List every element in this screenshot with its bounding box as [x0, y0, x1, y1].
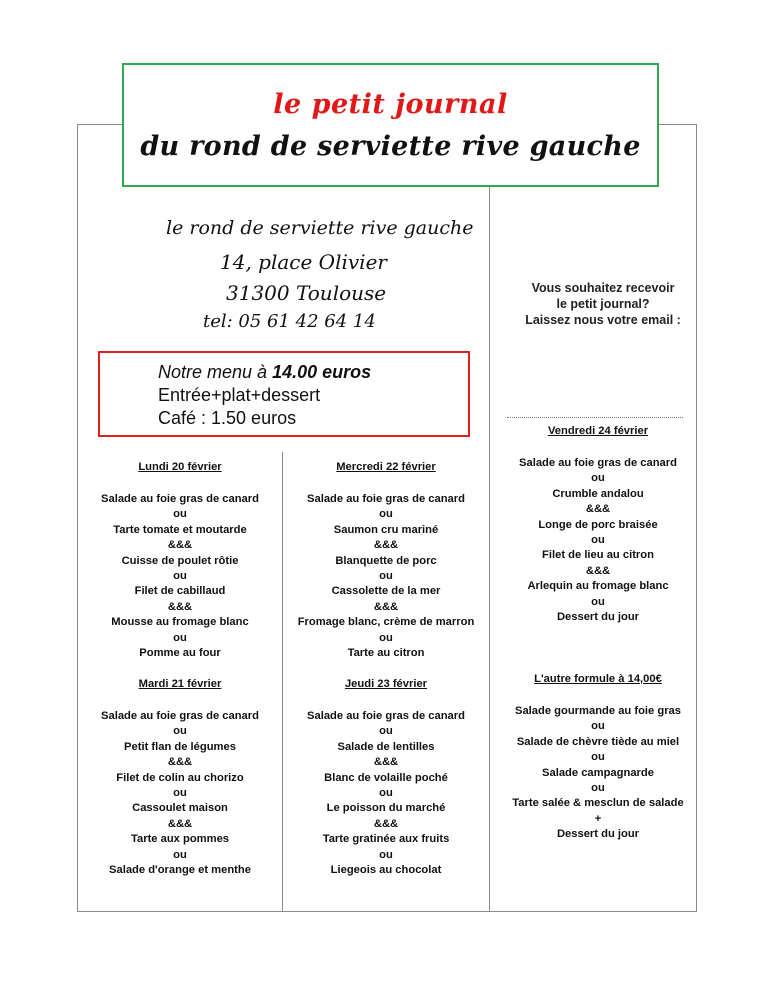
dish-item: ou — [591, 595, 605, 608]
dish-item: ou — [591, 751, 605, 764]
day-heading: Mardi 21 février — [138, 678, 222, 690]
dish-item: Tarte au citron — [347, 647, 425, 660]
dish-item: Pomme au four — [139, 647, 221, 660]
dish-item: ou — [173, 848, 187, 861]
newspaper-title-box — [122, 63, 659, 187]
dish-item: &&& — [373, 756, 399, 769]
dish-item: ou — [173, 725, 187, 738]
dish-item: ou — [379, 631, 393, 644]
dish-item: Petit flan de légumes — [124, 740, 236, 753]
restaurant-street: 14, place Olivier — [220, 250, 387, 274]
dish-item: Dessert du jour — [556, 611, 640, 624]
dish-item: ou — [591, 782, 605, 795]
dish-item: Cassolette de la mer — [331, 585, 441, 598]
dish-item: Le poisson du marché — [326, 802, 446, 815]
day-menu-mardi — [80, 677, 280, 878]
dish-item: + — [594, 812, 602, 825]
dish-list — [80, 709, 280, 878]
dish-list — [284, 492, 488, 661]
day-menu-formule — [491, 672, 705, 843]
dish-item: &&& — [167, 600, 193, 613]
dish-item: Dessert du jour — [556, 828, 640, 841]
dish-item: Filet de cabillaud — [134, 585, 226, 598]
newsletter-prompt — [503, 280, 703, 328]
dish-item: &&& — [167, 756, 193, 769]
dish-item: Liegeois au chocolat — [330, 864, 442, 877]
dish-item: ou — [173, 570, 187, 583]
day-heading: Lundi 20 février — [138, 461, 222, 473]
newsletter-line-2: le petit journal? — [556, 297, 650, 311]
newsletter-line-1: Vous souhaitez recevoir — [531, 281, 675, 295]
dish-item: Tarte salée & mesclun de salade — [512, 797, 684, 810]
dish-item: Filet de lieu au citron — [542, 549, 654, 562]
dish-item: &&& — [373, 600, 399, 613]
menu-price-prefix: Notre menu à — [158, 362, 273, 382]
dish-item: Salade campagnarde — [542, 766, 654, 779]
day-heading: L'autre formule à 14,00€ — [534, 673, 662, 685]
dish-item: Salade de lentilles — [337, 740, 435, 753]
email-entry-line — [507, 417, 683, 418]
dish-item: &&& — [167, 817, 193, 830]
dish-item: ou — [591, 720, 605, 733]
dish-item: &&& — [585, 503, 611, 516]
menu-price-box — [98, 351, 470, 437]
column-divider-left — [282, 452, 283, 912]
dish-item: ou — [173, 787, 187, 800]
restaurant-name: le rond de serviette rive gauche — [166, 217, 474, 239]
dish-list — [491, 704, 705, 843]
restaurant-city: 31300 Toulouse — [226, 281, 387, 305]
menu-price-line — [158, 362, 371, 383]
menu-formula: Entrée+plat+dessert — [158, 385, 321, 405]
menu-price: 14.00 euros — [272, 362, 372, 382]
dish-item: ou — [379, 787, 393, 800]
dish-item: ou — [173, 631, 187, 644]
day-menu-vendredi — [491, 424, 705, 625]
dish-item: ou — [379, 570, 393, 583]
dish-item: Fromage blanc, crème de marron — [297, 616, 475, 629]
day-menu-mercredi — [284, 460, 488, 661]
dish-item: ou — [379, 508, 393, 521]
day-heading: Vendredi 24 février — [547, 425, 649, 437]
dish-item: Cuisse de poulet rôtie — [121, 554, 239, 567]
dish-item: Filet de colin au chorizo — [116, 771, 244, 784]
newspaper-subtitle: du rond de serviette rive gauche — [140, 131, 641, 162]
dish-item: Salade de chèvre tiède au miel — [516, 735, 680, 748]
newsletter-line-3: Laissez nous votre email : — [525, 313, 681, 327]
dish-item: Tarte gratinée aux fruits — [322, 833, 450, 846]
dish-item: &&& — [167, 539, 193, 552]
newspaper-title: le petit journal — [273, 89, 508, 120]
dish-item: Cassoulet maison — [132, 802, 228, 815]
day-menu-lundi — [80, 460, 280, 661]
day-heading: Jeudi 23 février — [344, 678, 428, 690]
dish-item: Salade au foie gras de canard — [519, 457, 677, 469]
dish-item: Salade au foie gras de canard — [101, 710, 259, 722]
menu-coffee-price: Café : 1.50 euros — [158, 408, 297, 428]
dish-item: Tarte aux pommes — [130, 833, 230, 846]
dish-list — [80, 492, 280, 661]
dish-item: Salade d'orange et menthe — [109, 864, 251, 877]
restaurant-phone: tel: 05 61 42 64 14 — [203, 311, 376, 332]
dish-item: ou — [591, 534, 605, 547]
dish-item: Salade au foie gras de canard — [307, 710, 465, 722]
dish-item: Blanc de volaille poché — [324, 771, 448, 784]
dish-item: &&& — [373, 817, 399, 830]
dish-item: Blanquette de porc — [335, 554, 437, 567]
dish-item: ou — [379, 725, 393, 738]
dish-item: ou — [379, 848, 393, 861]
dish-list — [284, 709, 488, 878]
day-menu-jeudi — [284, 677, 488, 878]
dish-item: Crumble andalou — [552, 487, 644, 500]
dish-item: Mousse au fromage blanc — [111, 616, 249, 629]
dish-item: Saumon cru mariné — [333, 523, 439, 536]
dish-list — [491, 456, 705, 625]
day-heading: Mercredi 22 février — [336, 461, 436, 473]
column-divider-right — [489, 187, 490, 912]
dish-item: ou — [173, 508, 187, 521]
dish-item: Salade au foie gras de canard — [307, 493, 465, 505]
dish-item: Salade gourmande au foie gras — [515, 705, 681, 717]
dish-item: Longe de porc braisée — [538, 518, 658, 531]
dish-item: ou — [591, 472, 605, 485]
dish-item: Tarte tomate et moutarde — [113, 523, 247, 536]
dish-item: Salade au foie gras de canard — [101, 493, 259, 505]
dish-item: Arlequin au fromage blanc — [527, 580, 669, 593]
dish-item: &&& — [585, 564, 611, 577]
dish-item: &&& — [373, 539, 399, 552]
